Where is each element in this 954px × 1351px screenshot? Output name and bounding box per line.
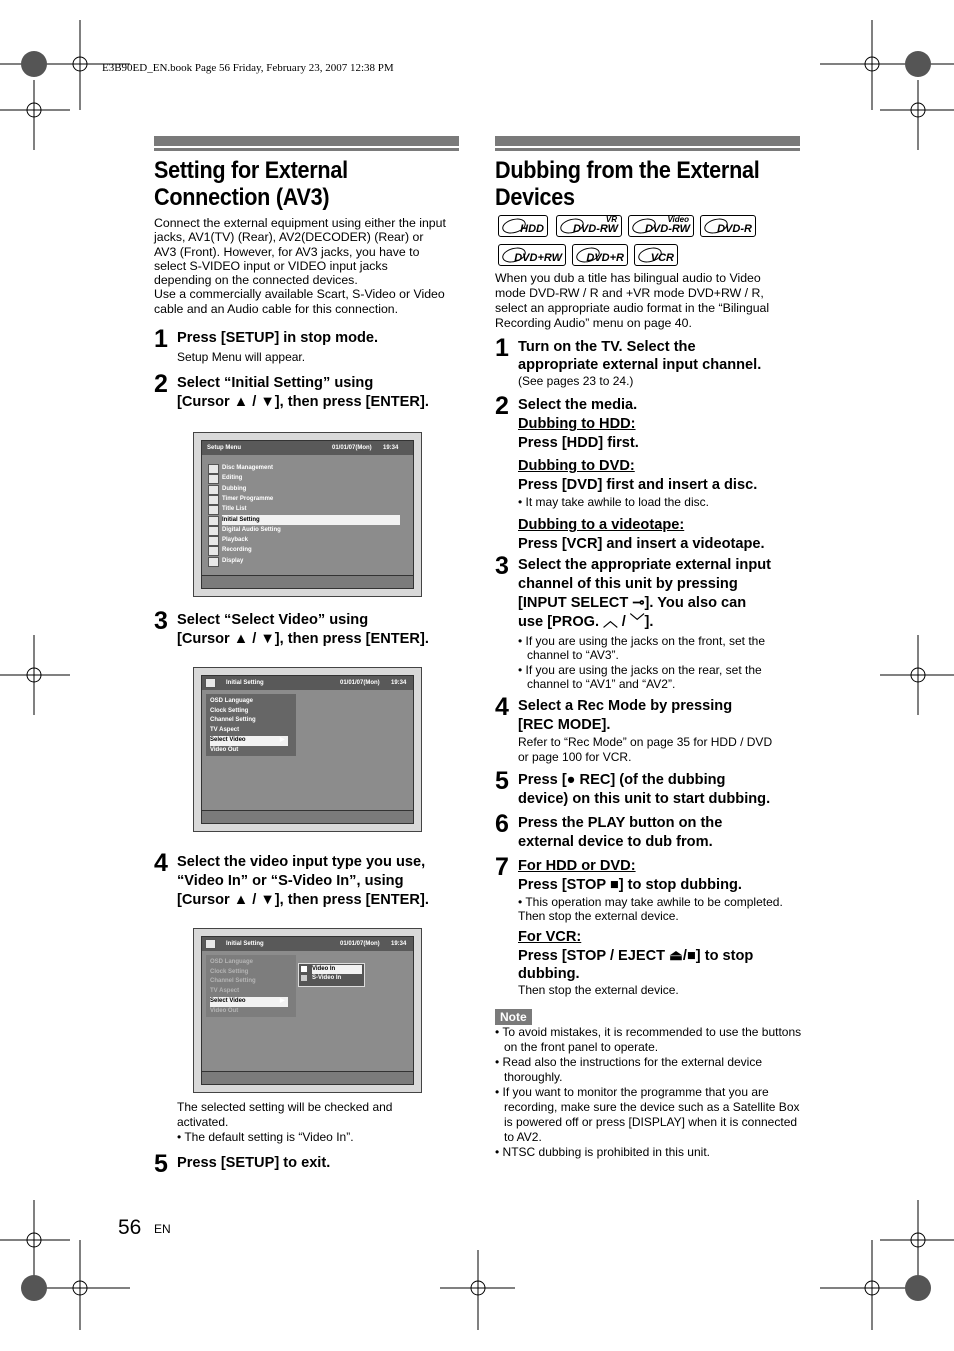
left-step-3: [154, 607, 464, 649]
step-text: Press [STOP / EJECT ⏏/■] to stop: [518, 948, 754, 964]
step-text: Press [SETUP] in stop mode.: [177, 330, 379, 346]
badge-label: DVD-R: [717, 223, 752, 235]
menu-item[interactable]: Disc Management: [222, 465, 274, 471]
after-text: • The default setting is “Video In”.: [177, 1130, 354, 1144]
screen-time: 19:34: [383, 445, 399, 451]
page-number: 56: [118, 1216, 142, 1239]
after-text: The selected setting will be checked and: [177, 1100, 393, 1114]
step-text: Select “Initial Setting” using: [177, 375, 374, 391]
screen-title: Initial Setting: [226, 941, 264, 947]
screen-time: 19:34: [391, 680, 407, 686]
step-text: Press [SETUP] to exit.: [177, 1155, 331, 1171]
language-code: EN: [154, 1222, 171, 1236]
media-badge: [634, 244, 678, 266]
step-text: Select “Select Video” using: [177, 612, 369, 628]
screen-footer: [202, 810, 413, 823]
select-video-screen: [193, 928, 422, 1093]
menu-item[interactable]: TV Aspect: [210, 988, 240, 995]
screen-date: 01/01/07(Mon): [332, 445, 372, 451]
menu-icon: [208, 516, 219, 526]
menu-icon: [208, 474, 219, 484]
step-text: [Cursor ▲ / ▼], then press [ENTER].: [177, 394, 429, 410]
menu-item[interactable]: Select Video: [210, 997, 288, 1007]
bullet: • If you are using the jacks on the front, set the channel to “AV3”.: [518, 634, 766, 662]
step-number: 1: [495, 334, 509, 362]
screen-footer: [202, 575, 413, 588]
step-text: Turn on the TV. Select the: [518, 339, 696, 355]
menu-item[interactable]: Channel Setting: [210, 978, 256, 985]
left-step-2: [154, 370, 464, 412]
right-step-1: [495, 334, 805, 389]
menu-item[interactable]: Video Out: [210, 1007, 239, 1014]
media-badge: [556, 215, 622, 237]
menu-icon: [208, 464, 219, 474]
media-badge: [700, 215, 756, 237]
intro-line: depending on the connected devices.: [154, 273, 358, 288]
intro-line: jacks, AV1(TV) (Rear), AV2(DECODER) (Rear) or: [154, 230, 424, 245]
menu-item[interactable]: Channel Setting: [210, 717, 256, 724]
menu-item[interactable]: Digital Audio Setting: [222, 526, 281, 533]
dubbing-hdd-heading: Dubbing to HDD:: [518, 416, 636, 432]
title-bar-right: [495, 136, 800, 148]
intro-line: mode DVD-RW / R and +VR mode DVD+RW / R,: [495, 286, 764, 300]
step-text: Select the video input type you use,: [177, 854, 426, 870]
right-step-3: [495, 552, 805, 691]
video-options-panel: [298, 963, 365, 987]
screen-header: [202, 676, 413, 690]
menu-icon: [208, 495, 219, 505]
step-text: Press [DVD] first and insert a disc.: [518, 477, 758, 493]
note-label: [495, 1008, 532, 1026]
badge-label: DVD-RW: [572, 223, 618, 235]
menu-item[interactable]: Timer Programme: [222, 495, 274, 502]
note-item: • Read also the instructions for the external device thoroughly.: [495, 1055, 763, 1084]
step-sub: or page 100 for VCR.: [518, 750, 632, 764]
right-step-6: [495, 810, 805, 852]
note-item: • To avoid mistakes, it is recommended to use the buttons on the front panel to operate.: [495, 1025, 802, 1054]
step-number: 5: [495, 767, 509, 795]
menu-item[interactable]: Recording: [222, 547, 252, 554]
badge-label: HDD: [520, 223, 544, 235]
option-s-video-in[interactable]: S-Video In: [312, 975, 342, 981]
step-number: 4: [154, 849, 168, 877]
left-step-4: [154, 849, 464, 910]
step-number: 3: [154, 607, 168, 635]
menu-item[interactable]: TV Aspect: [210, 727, 240, 734]
step-text: Press the PLAY button on the: [518, 815, 723, 831]
step-text: Press [VCR] and insert a videotape.: [518, 536, 765, 552]
step-text: “Video In” or “S-Video In”, using: [177, 873, 404, 889]
notes-list: [495, 1025, 805, 1160]
for-vcr-heading: For VCR:: [518, 929, 582, 945]
step-text: [Cursor ▲ / ▼], then press [ENTER].: [177, 892, 429, 908]
step-text: Press [HDD] first.: [518, 435, 639, 451]
step-text: Select a Rec Mode by pressing: [518, 698, 733, 714]
submenu-panel: [206, 694, 296, 756]
menu-item[interactable]: Clock Setting: [210, 968, 249, 975]
media-badge: [498, 215, 548, 237]
submenu-panel: [206, 955, 296, 1017]
screen-date: 01/01/07(Mon): [340, 680, 380, 686]
intro-line: select S-VIDEO input or VIDEO input jacks: [154, 258, 388, 273]
step-number: 6: [495, 810, 509, 838]
intro-line: select an appropriate audio format in the “Bilingual: [495, 301, 770, 315]
left-step-5: [154, 1150, 464, 1178]
menu-item[interactable]: Title List: [222, 506, 247, 513]
screen-date: 01/01/07(Mon): [340, 941, 380, 947]
right-step-4: [495, 693, 805, 765]
step-number: 2: [154, 370, 168, 398]
left-intro: [154, 216, 464, 316]
file-info: E3B90ED_EN.book Page 56 Friday, February 23, 2007 12:38 PM: [102, 62, 394, 74]
menu-item[interactable]: Initial Setting: [222, 515, 400, 525]
check-icon: [301, 966, 307, 972]
media-badge: [572, 244, 628, 266]
menu-icon: [208, 526, 219, 536]
right-step-5: [495, 767, 805, 809]
radio-icon: [301, 975, 307, 981]
step-sub: Refer to “Rec Mode” on page 35 for HDD / DVD: [518, 735, 773, 749]
dubbing-vcr-heading: Dubbing to a videotape:: [518, 517, 685, 533]
step-number: 1: [154, 325, 168, 353]
screen-footer: [202, 1071, 413, 1084]
note-item: • If you want to monitor the programme that you are recording, make sure the device such as a Satellite Box is powered off or press [DISPLAY] when it is connected to AV2.: [495, 1085, 800, 1144]
intro-line: AV3 (Front). However, for AV3 jacks, you have to: [154, 244, 420, 259]
note-item: • NTSC dubbing is prohibited in this unit.: [495, 1145, 710, 1159]
screen-title: Initial Setting: [226, 680, 264, 686]
step-text: dubbing.: [518, 966, 580, 982]
note-label-text: Note: [495, 1009, 532, 1025]
menu-item[interactable]: OSD Language: [210, 959, 254, 965]
step-sub: (See pages 23 to 24.): [518, 374, 634, 388]
menu-item[interactable]: Playback: [222, 537, 249, 544]
menu-item[interactable]: Editing: [222, 475, 243, 482]
menu-item[interactable]: OSD Language: [210, 698, 254, 704]
screen-header: [202, 937, 413, 951]
badge-label: DVD+R: [586, 252, 624, 264]
initial-setting-icon: [205, 678, 216, 688]
bullet: • It may take awhile to load the disc.: [518, 495, 709, 509]
menu-icon: [208, 557, 219, 567]
bullet: • This operation may take awhile to be completed.: [518, 895, 783, 909]
media-badge: [498, 244, 566, 266]
option-video-in[interactable]: Video In: [312, 965, 362, 974]
right-step-2: [495, 392, 805, 554]
dubbing-dvd-heading: Dubbing to DVD:: [518, 458, 635, 474]
step-number: 4: [495, 693, 509, 721]
step-number: 5: [154, 1150, 168, 1178]
initial-setting-screen: [193, 667, 422, 832]
step-text: external device to dub from.: [518, 834, 713, 850]
after-step-4: [177, 1100, 467, 1145]
screen-header: [202, 441, 413, 455]
menu-icon: [208, 546, 219, 556]
arrow-right-icon: ▶: [280, 736, 285, 743]
right-step-7: [495, 853, 815, 998]
intro-line: cable and an Audio cable for this connection.: [154, 301, 399, 316]
step-number: 2: [495, 392, 509, 420]
intro-line: When you dub a title has bilingual audio to Video: [495, 271, 761, 285]
setup-menu-screen: [193, 432, 422, 597]
step-sub: Then stop the external device.: [518, 983, 679, 997]
left-step-1: [154, 325, 464, 365]
section-title-left: Setting for External Connection (AV3): [154, 157, 348, 211]
step-text: appropriate external input channel.: [518, 357, 762, 373]
title-bar-left: [154, 136, 459, 148]
screen-time: 19:34: [391, 941, 407, 947]
step-sub: Setup Menu will appear.: [177, 350, 306, 364]
menu-item[interactable]: Dubbing: [222, 485, 247, 492]
step-text: Select the appropriate external input: [518, 557, 772, 573]
step-text: use [PROG. ︿ / ﹀].: [518, 614, 654, 630]
section-title-right: Dubbing from the External Devices: [495, 157, 760, 211]
menu-icon: [208, 536, 219, 546]
badge-label: VCR: [650, 252, 674, 264]
step-text: Press [● REC] (of the dubbing: [518, 772, 726, 788]
screen-title: Setup Menu: [207, 445, 241, 451]
step-text: Select the media.: [518, 397, 638, 413]
menu-icon: [208, 485, 219, 495]
step-text: device) on this unit to start dubbing.: [518, 791, 771, 807]
bullet: • If you are using the jacks on the rear, set the channel to “AV1” and “AV2”.: [518, 663, 762, 691]
step-number: 7: [495, 853, 509, 881]
menu-item[interactable]: Video Out: [210, 746, 239, 753]
menu-item[interactable]: Clock Setting: [210, 707, 249, 714]
badge-mode: Video: [667, 215, 689, 224]
intro-line: Recording Audio” menu on page 40.: [495, 316, 692, 330]
step-text: [REC MODE].: [518, 717, 611, 733]
menu-icon: [208, 505, 219, 515]
step-number: 3: [495, 552, 509, 580]
initial-setting-icon: [205, 939, 216, 949]
menu-item[interactable]: Select Video: [210, 736, 288, 746]
step-text: channel of this unit by pressing: [518, 576, 738, 592]
media-badge: [628, 215, 694, 237]
intro-line: Use a commercially available Scart, S-Video or Video: [154, 287, 445, 302]
badge-label: DVD-RW: [644, 223, 690, 235]
step-text: [INPUT SELECT ⊸]. You also can: [518, 595, 747, 611]
right-intro: [495, 271, 805, 331]
for-hdd-dvd-heading: For HDD or DVD:: [518, 858, 636, 874]
bullet-cont: Then stop the external device.: [518, 909, 679, 923]
step-text: [Cursor ▲ / ▼], then press [ENTER].: [177, 631, 429, 647]
menu-item[interactable]: Display: [222, 557, 244, 564]
arrow-right-icon: ▶: [280, 997, 285, 1004]
badge-label: DVD+RW: [514, 252, 562, 264]
after-text: activated.: [177, 1115, 229, 1129]
step-text: Press [STOP ■] to stop dubbing.: [518, 877, 742, 893]
badge-mode: VR: [605, 215, 617, 224]
intro-line: Connect the external equipment using either the input: [154, 216, 446, 230]
